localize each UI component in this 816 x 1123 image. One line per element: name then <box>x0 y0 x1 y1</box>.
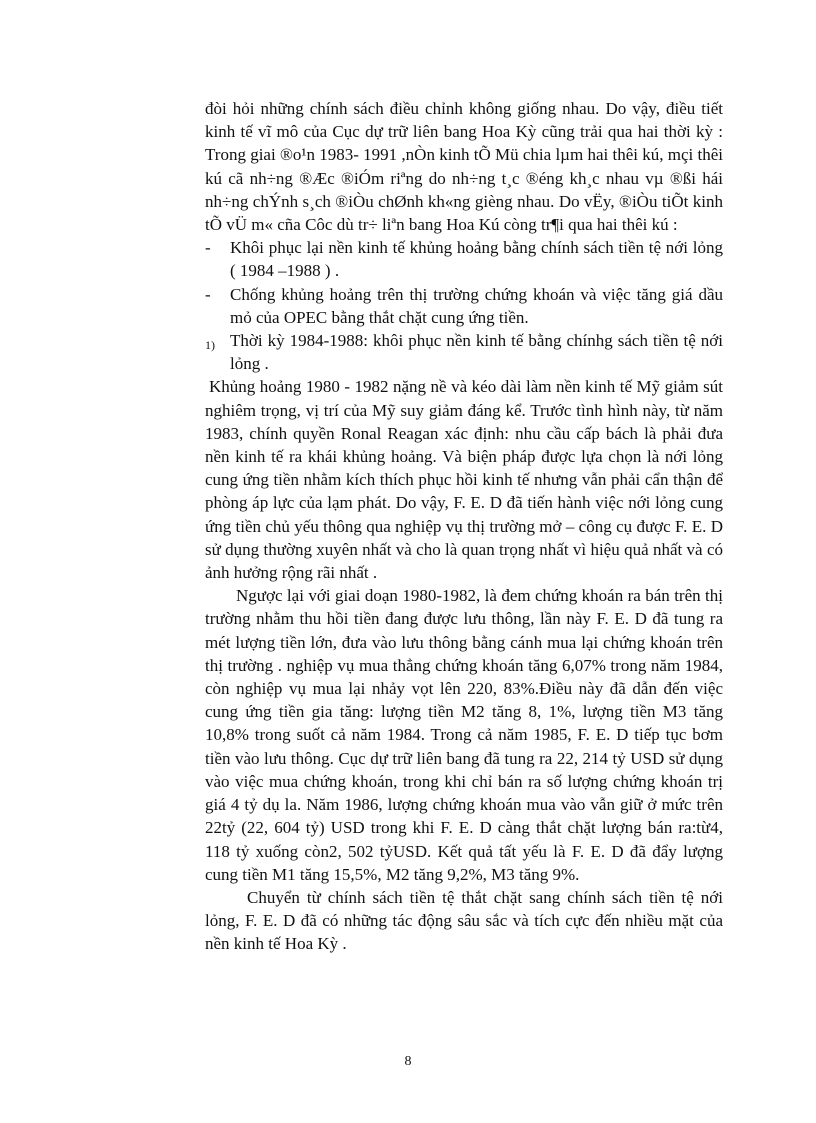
paragraph-crisis: Khủng hoảng 1980 - 1982 nặng nề và kéo dài làm nền kinh tế Mỹ giảm sút nghiêm trọng, vị trí của Mỹ suy giảm đáng kể. Trước tình hình này, từ năm 1983, chính quyền Ronal Reagan xác định: nhu cầu cấp bách là phải đưa nền kinh tế ra khái khủng hoảng. Và biện pháp được lựa chọn là nới lỏng cung ứng tiền nhằm kích thích phục hồi kinh tế nhưng vẫn phải cẩn thận để phòng áp lực của lạm phát. Do vậy, F. E. D đã tiến hành việc nới lỏng cung ứng tiền chủ yếu thông qua nghiệp vụ thị trường mở – công cụ được F. E. D sử dụng thường xuyên nhất và cho là quan trọng nhất vì hiệu quả nhất và có ảnh hưởng rộng rãi nhất . <box>205 377 723 583</box>
paragraph-conclusion: Chuyển từ chính sách tiền tệ thắt chặt sang chính sách tiền tệ nới lỏng, F. E. D đã có những tác động sâu sắc và tích cực đến nhiều mặt của nền kinh tế Hoa Kỳ . <box>205 887 723 954</box>
numbered-item <box>205 329 723 375</box>
bullet-item <box>205 283 723 329</box>
bullet-text: Khôi phục lại nền kinh tế khủng hoảng bằng chính sách tiền tệ nới lỏng ( 1984 –1988 ) . <box>230 238 723 281</box>
document-body <box>205 97 723 956</box>
bullet-list <box>205 236 723 375</box>
bullet-marker: - <box>205 284 211 304</box>
paragraph-intro: đòi hỏi những chính sách điều chỉnh không giống nhau. Do vậy, điều tiết kinh tế vĩ mô của Cục dự trữ liên bang Hoa Kỳ cũng trải qua hai thời kỳ : Trong giai ®o¹n 1983- 1991 ,nÒn kinh tÕ Mü chia lµm hai thêi kú, mçi thêi kú cã nh÷ng ®Æc ®iÓm riªng do nh÷ng t¸c ®éng kh¸c nhau vµ ®ßi hái nh÷ng chÝnh s¸ch ®iÒu chØnh kh«ng gièng nhau. Do vËy, ®iÒu tiÕt kinh tÕ vÜ m« cña Côc dù tr÷ liªn bang Hoa Kú còng tr¶i qua hai thêi kú : <box>205 99 723 235</box>
bullet-item <box>205 236 723 282</box>
bullet-marker: - <box>205 238 211 258</box>
numbered-text: Thời kỳ 1984-1988: khôi phục nền kinh tế bằng chínhg sách tiền tệ nới lỏng . <box>230 331 723 374</box>
numbered-marker: 1) <box>205 338 215 353</box>
paragraph-contrast: Ngược lại với giai doạn 1980-1982, là đem chứng khoán ra bán trên thị trường nhằm thu hồi tiền đang được lưu thông, lần này F. E. D đã tung ra mét lượng tiền lớn, đưa vào lưu thông bằng cánh mua lại chứng khoán trên thị trường . nghiệp vụ mua thẳng chứng khoán tăng 6,07% trong năm 1984, còn nghiệp vụ mua lại nhảy vọt lên 220, 83%.Điều này đã dẫn đến việc cung ứng tiền gia tăng: lượng tiền M2 tăng 8, 1%, lượng tiền M3 tăng 10,8% trong suốt cả năm 1984. Trong cả năm 1985, F. E. D tiếp tục bơm tiền vào lưu thông. Cục dự trữ liên bang đã tung ra 22, 214 tỷ USD sử dụng vào việc mua chứng khoán, trong khi chỉ bán ra số lượng chứng khoán trị giá 4 tỷ dụ la. Năm 1986, lượng chứng khoán mua vào vẫn giữ ở mức trên 22tỷ (22, 604 tỷ) USD trong khi F. E. D càng thắt chặt lượng bán ra:từ4, 118 tỷ xuống còn2, 502 tỷUSD. Kết quả tất yếu là F. E. D đã đẩy lượng cung tiền M1 tăng 15,5%, M2 tăng 9,2%, M3 tăng 9%. <box>205 586 723 884</box>
bullet-text: Chống khủng hoảng trên thị trường chứng khoán và việc tăng giá dầu mỏ của OPEC bằng thắt chặt cung ứng tiền. <box>230 284 723 327</box>
page-number: 8 <box>404 1054 412 1069</box>
